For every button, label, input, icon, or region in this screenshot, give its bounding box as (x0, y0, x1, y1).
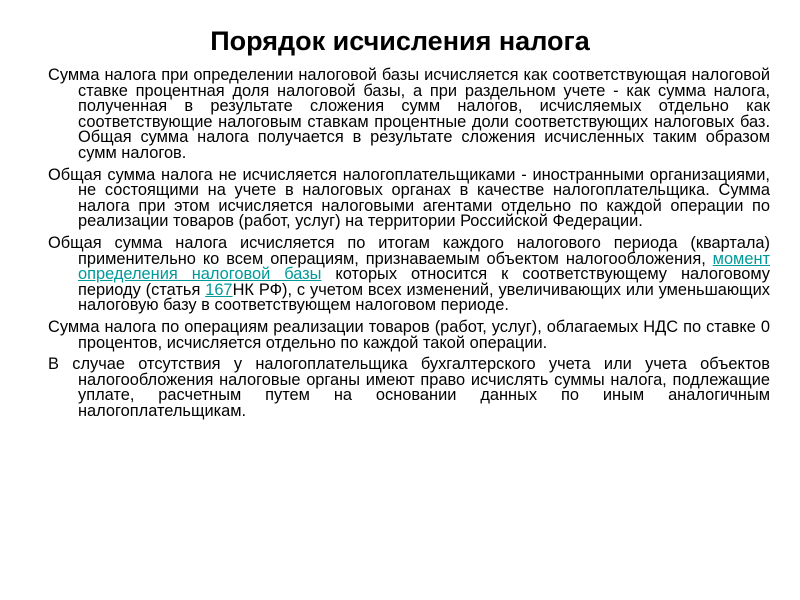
paragraph-zero-rate: Сумма налога по операциям реализации товаров (работ, услуг), облагаемых НДС по ставке 0 процентов, исчисляется отдельно по каждой такой операции. (48, 317, 770, 352)
paragraph-tax-period (48, 233, 770, 315)
article-167-link[interactable]: 167 (205, 280, 233, 299)
slide-title: Порядок исчисления налога (210, 26, 590, 56)
paragraph-no-accounting: В случае отсутствия у налогоплательщика бухгалтерского учета или учета объектов налогообложения налоговые органы имеют право исчислять суммы налога, подлежащие уплате, расчетным путем на основании данных по иным аналогичным налогоплательщикам. (48, 355, 770, 420)
slide-body (48, 68, 770, 425)
paragraph-tax-calculation: Сумма налога при определении налоговой базы исчисляется как соответствующая налоговой ставке процентная доля налоговой базы, а при раздельном учете - как сумма налога, полученная в результате сложения сумм налогов, исчисляемых отдельно как соответствующие налоговым ставкам процентные доли соответствующих налоговых баз. Общая сумма налога получается в результате сложения исчисленных таким образом сумм налогов. (48, 66, 770, 162)
paragraph-tax-period-text-2: которых относится к соответствующему налоговому периоду (статья (78, 265, 770, 299)
paragraph-tax-period-text-3: НК РФ), с учетом всех изменений, увеличивающих или уменьшающих налоговую базу в соответствующем налоговом периоде. (78, 280, 770, 315)
paragraph-foreign-organizations: Общая сумма налога не исчисляется налогоплательщиками - иностранными организациями, не состоящими на учете в налоговых органах в качестве налогоплательщика. Сумма налога при этом исчисляется налоговыми агентами отдельно по каждой операции по реализации товаров (работ, услуг) на территории Российской Федерации. (48, 165, 770, 231)
tax-base-moment-link[interactable]: момент определения налоговой базы (78, 249, 770, 284)
paragraph-tax-period-text-1: Общая сумма налога исчисляется по итогам каждого налогового периода (квартала) применительно ко всем операциям, признаваемым объектом налогообложения, (48, 233, 770, 268)
